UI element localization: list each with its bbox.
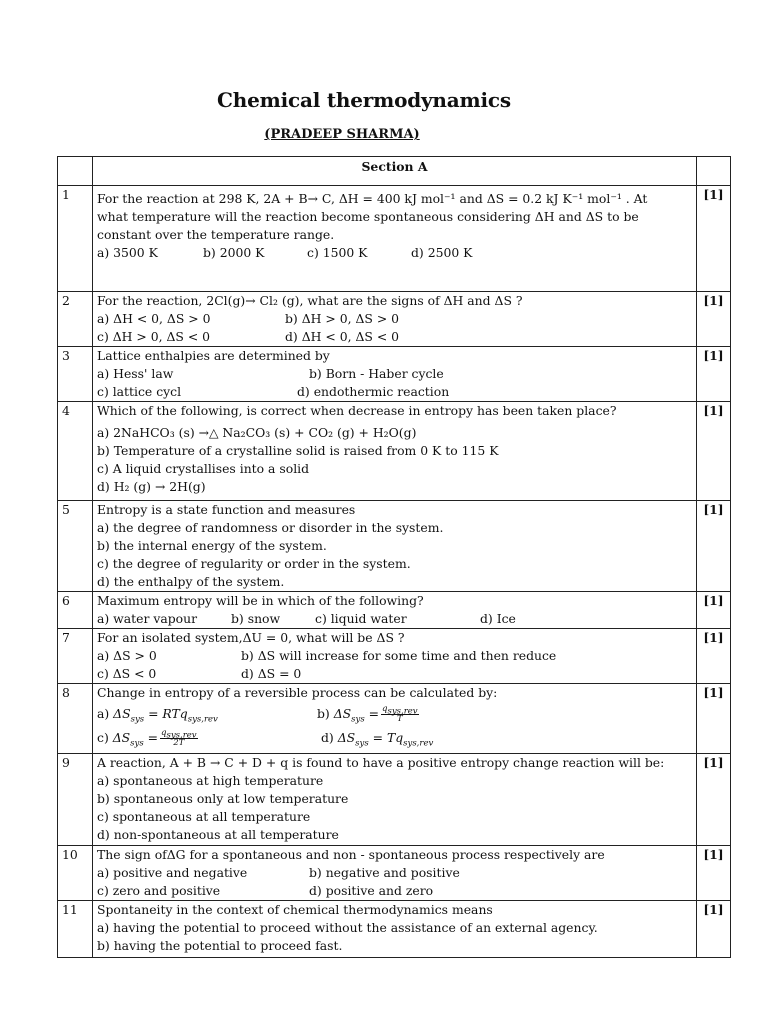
question-body	[93, 292, 697, 347]
question-text: Maximum entropy will be in which of the following?	[97, 593, 424, 608]
question-body	[93, 402, 697, 501]
marks-badge: [1]	[697, 501, 731, 592]
question-row-11	[58, 901, 731, 958]
marks-badge: [1]	[697, 754, 731, 846]
option-d: d) ΔH < 0, ΔS < 0	[285, 329, 400, 344]
question-row-6	[58, 592, 731, 629]
question-text: Change in entropy of a reversible process can be calculated by:	[97, 685, 498, 700]
question-text: For the reaction at 298 K, 2A + B→ C, ΔH = 400 kJ mol⁻¹ and ΔS = 0.2 kJ K⁻¹ mol⁻¹ . At	[97, 191, 648, 206]
question-number: 7	[58, 629, 93, 684]
option-d: d) H₂ (g) → 2H(g)	[97, 479, 206, 494]
option-c: c) liquid water	[315, 611, 407, 626]
question-number: 3	[58, 347, 93, 402]
question-body	[93, 347, 697, 402]
marks-badge: [1]	[697, 684, 731, 754]
option-a: a) ΔS > 0	[97, 648, 157, 663]
marks-badge: [1]	[697, 186, 731, 292]
option-d: d) endothermic reaction	[297, 384, 450, 399]
option-b: b) Born - Haber cycle	[309, 366, 444, 381]
question-row-8	[58, 684, 731, 754]
option-b: b) 2000 K	[203, 245, 265, 260]
option-b: b) spontaneous only at low temperature	[97, 791, 349, 806]
option-c: c) spontaneous at all temperature	[97, 809, 311, 824]
marks-badge: [1]	[697, 846, 731, 901]
option-c: c) the degree of regularity or order in the system.	[97, 556, 411, 571]
marks-badge: [1]	[697, 292, 731, 347]
question-number: 10	[58, 846, 93, 901]
question-body	[93, 754, 697, 846]
option-c: c) $\Delta S_{sys}$ = $\frac{q_{sys,rev}}{2T}$	[97, 727, 197, 748]
question-text: constant over the temperature range.	[97, 227, 335, 242]
question-row-4	[58, 402, 731, 501]
question-text: For the reaction, 2Cl(g)→ Cl₂ (g), what are the signs of ΔH and ΔS ?	[97, 293, 523, 308]
option-b: b) having the potential to proceed fast.	[97, 938, 343, 953]
option-d: d) $\Delta S_{sys} = Tq_{sys,rev}$	[321, 730, 434, 749]
question-table	[57, 156, 731, 958]
option-b: b) snow	[231, 611, 281, 626]
marks-badge: [1]	[697, 347, 731, 402]
option-d: d) the enthalpy of the system.	[97, 574, 285, 589]
question-number: 4	[58, 402, 93, 501]
option-c: c) A liquid crystallises into a solid	[97, 461, 310, 476]
option-a: a) water vapour	[97, 611, 198, 626]
option-c: c) zero and positive	[97, 883, 221, 898]
question-text: The sign ofΔG for a spontaneous and non - spontaneous process respectively are	[97, 847, 605, 862]
question-text: Spontaneity in the context of chemical thermodynamics means	[97, 902, 493, 917]
option-a: a) ΔH < 0, ΔS > 0	[97, 311, 211, 326]
question-number: 8	[58, 684, 93, 754]
question-body	[93, 684, 697, 754]
option-d: d) ΔS = 0	[241, 666, 302, 681]
question-number: 6	[58, 592, 93, 629]
question-row-1	[58, 186, 731, 292]
marks-badge: [1]	[697, 402, 731, 501]
question-text: what temperature will the reaction become spontaneous considering ΔH and ΔS to be	[97, 209, 639, 224]
option-d: d) 2500 K	[411, 245, 473, 260]
question-row-10	[58, 846, 731, 901]
option-a: a) the degree of randomness or disorder in the system.	[97, 520, 444, 535]
question-number: 11	[58, 901, 93, 958]
option-b: b) negative and positive	[309, 865, 460, 880]
option-d: d) Ice	[480, 611, 516, 626]
question-number: 1	[58, 186, 93, 292]
question-body	[93, 901, 697, 958]
question-text: A reaction, A + B → C + D + q is found to have a positive entropy change reaction will be:	[97, 755, 665, 770]
question-body	[93, 629, 697, 684]
question-row-3	[58, 347, 731, 402]
option-a: a) $\Delta S_{sys} = RTq_{sys,rev}$	[97, 706, 218, 725]
section-title: Section A	[93, 157, 697, 186]
option-c: c) 1500 K	[307, 245, 368, 260]
option-b: b) the internal energy of the system.	[97, 538, 327, 553]
question-number: 9	[58, 754, 93, 846]
document-title: Chemical thermodynamics	[217, 88, 511, 112]
question-row-2	[58, 292, 731, 347]
marks-badge: [1]	[697, 592, 731, 629]
question-text: Entropy is a state function and measures	[97, 502, 356, 517]
option-d: d) positive and zero	[309, 883, 434, 898]
question-text: Which of the following, is correct when decrease in entropy has been taken place?	[97, 403, 617, 418]
option-c: c) lattice cycl	[97, 384, 182, 399]
question-body	[93, 501, 697, 592]
option-a: a) spontaneous at high temperature	[97, 773, 324, 788]
question-number: 5	[58, 501, 93, 592]
option-a: a) having the potential to proceed without the assistance of an external agency.	[97, 920, 598, 935]
option-b: b) ΔS will increase for some time and then reduce	[241, 648, 557, 663]
question-text: Lattice enthalpies are determined by	[97, 348, 330, 363]
question-body	[93, 846, 697, 901]
question-body	[93, 186, 697, 292]
question-body	[93, 592, 697, 629]
option-c: c) ΔH > 0, ΔS < 0	[97, 329, 211, 344]
question-number: 2	[58, 292, 93, 347]
question-row-7	[58, 629, 731, 684]
option-a: a) Hess' law	[97, 366, 174, 381]
option-a: a) positive and negative	[97, 865, 248, 880]
option-b: b) Temperature of a crystalline solid is raised from 0 K to 115 K	[97, 443, 499, 458]
option-c: c) ΔS < 0	[97, 666, 157, 681]
option-b: b) $\Delta S_{sys}$ = $\frac{q_{sys,rev}}{T}$	[317, 703, 418, 724]
marks-badge: [1]	[697, 629, 731, 684]
marks-badge: [1]	[697, 901, 731, 958]
option-a: a) 2NaHCO₃ (s) →△ Na₂CO₃ (s) + CO₂ (g) + H₂O(g)	[97, 425, 417, 440]
question-text: For an isolated system,ΔU = 0, what will be ΔS ?	[97, 630, 405, 645]
option-b: b) ΔH > 0, ΔS > 0	[285, 311, 400, 326]
section-header-row	[58, 157, 731, 186]
option-d: d) non-spontaneous at all temperature	[97, 827, 339, 842]
question-row-5	[58, 501, 731, 592]
question-row-9	[58, 754, 731, 846]
options-row	[97, 244, 692, 262]
option-a: a) 3500 K	[97, 245, 158, 260]
author-name: (PRADEEP SHARMA)	[264, 127, 420, 142]
